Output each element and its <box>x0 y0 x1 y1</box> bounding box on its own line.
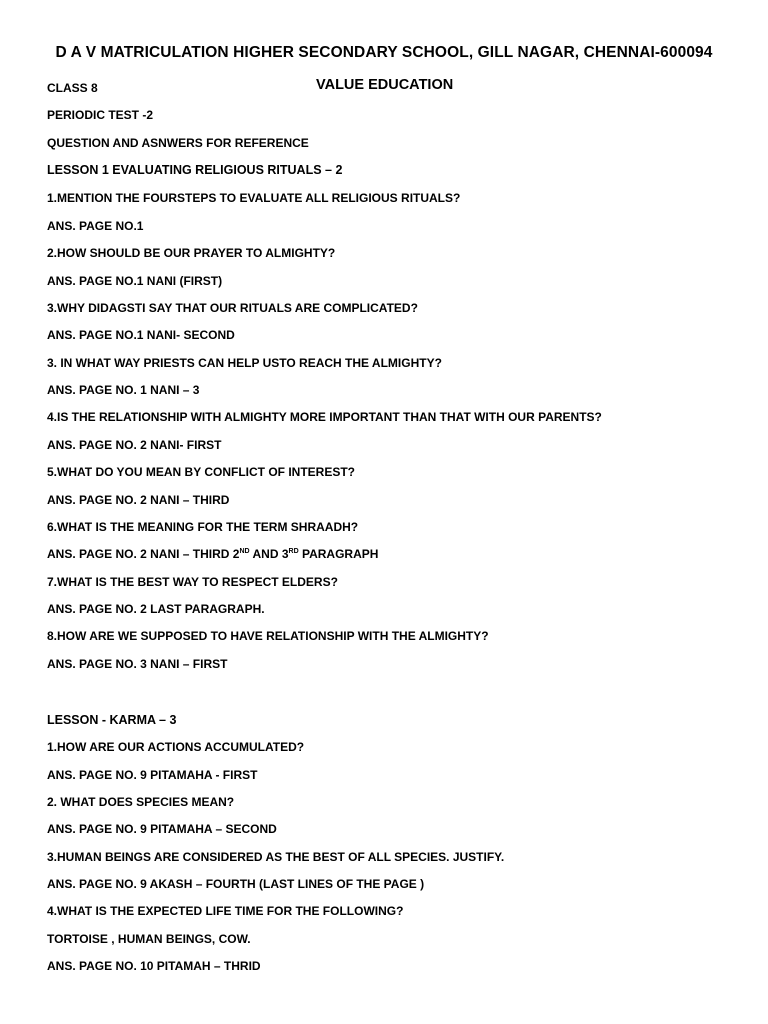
answer-text-part: ANS. PAGE NO.1 NANI (FIRST) <box>47 274 223 288</box>
answer-text: ANS. PAGE NO. 9 PITAMAHA – SECOND <box>47 822 277 836</box>
answer-text: ANS. PAGE NO.1 <box>47 219 144 233</box>
question-text: 3.HUMAN BEINGS ARE CONSIDERED AS THE BEST OF ALL SPECIES. JUSTIFY. <box>47 850 505 864</box>
question-text: 2.HOW SHOULD BE OUR PRAYER TO ALMIGHTY? <box>47 246 336 260</box>
test-label: PERIODIC TEST -2 <box>47 108 154 122</box>
answer-suffix: PARAGRAPH <box>298 547 379 561</box>
answer-text: ANS. PAGE NO. 2 NANI – THIRD <box>47 493 230 507</box>
question-text: 4.IS THE RELATIONSHIP WITH ALMIGHTY MORE IMPORTANT THAN THAT WITH OUR PARENTS? <box>47 410 602 424</box>
answer-mid: AND 3 <box>249 547 289 561</box>
question-text: 3.WHY DIDAGSTI SAY THAT OUR RITUALS ARE COMPLICATED? <box>47 301 418 315</box>
ordinal-superscript: ND <box>239 548 250 555</box>
question-text: 7.WHAT IS THE BEST WAY TO RESPECT ELDERS? <box>47 575 338 589</box>
reference-label: QUESTION AND ASNWERS FOR REFERENCE <box>47 136 309 150</box>
answer-text: ANS. PAGE NO. 3 NANI – FIRST <box>47 657 228 671</box>
school-title: D A V MATRICULATION HIGHER SECONDARY SCHOOL, GILL NAGAR, CHENNAI-600094 <box>55 44 713 61</box>
ordinal-superscript: RD <box>288 548 299 555</box>
question-items: TORTOISE , HUMAN BEINGS, COW. <box>47 932 251 946</box>
question-text: 6.WHAT IS THE MEANING FOR THE TERM SHRAADH? <box>47 520 359 534</box>
answer-text: ANS. PAGE NO. 1 NANI – 3 <box>47 383 200 397</box>
lesson-1-title: LESSON 1 EVALUATING RELIGIOUS RITUALS – 2 <box>47 163 343 177</box>
lesson-2-title: LESSON - KARMA – 3 <box>47 713 177 727</box>
answer-text: ANS. PAGE NO. 2 LAST PARAGRAPH. <box>47 602 265 616</box>
answer-text: ANS. PAGE NO. 9 PITAMAHA - FIRST <box>47 768 258 782</box>
question-text: 3. IN WHAT WAY PRIESTS CAN HELP USTO REACH THE ALMIGHTY? <box>47 356 442 370</box>
answer-text: ANS. PAGE NO. 2 NANI- FIRST <box>47 438 222 452</box>
question-text: 2. WHAT DOES SPECIES MEAN? <box>47 795 235 809</box>
question-text: 1.MENTION THE FOURSTEPS TO EVALUATE ALL RELIGIOUS RITUALS? <box>47 191 461 205</box>
subject-title: VALUE EDUCATION <box>316 77 454 93</box>
question-text: 8.HOW ARE WE SUPPOSED TO HAVE RELATIONSHIP WITH THE ALMIGHTY? <box>47 629 489 643</box>
answer-text: ANS. PAGE NO.1 NANI- SECOND <box>47 328 235 342</box>
answer-text <box>47 547 378 561</box>
class-label: CLASS 8 <box>47 81 98 95</box>
answer-text: ANS. PAGE NO. 10 PITAMAH – THRID <box>47 959 261 973</box>
answer-text <box>47 274 222 288</box>
question-text: 4.WHAT IS THE EXPECTED LIFE TIME FOR THE FOLLOWING? <box>47 904 404 918</box>
question-text: 1.HOW ARE OUR ACTIONS ACCUMULATED? <box>47 740 305 754</box>
question-text: 5.WHAT DO YOU MEAN BY CONFLICT OF INTEREST? <box>47 465 356 479</box>
answer-prefix: ANS. PAGE NO. 2 NANI – THIRD 2 <box>47 547 240 561</box>
answer-text: ANS. PAGE NO. 9 AKASH – FOURTH (LAST LINES OF THE PAGE ) <box>47 877 425 891</box>
